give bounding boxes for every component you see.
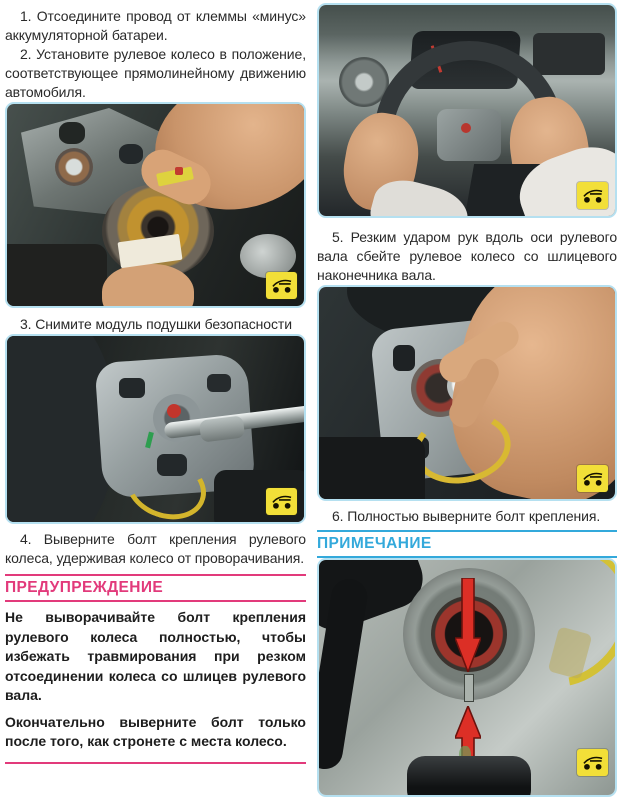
left-column (5, 5, 306, 800)
clockspring-gauge (55, 148, 93, 186)
right-column (317, 5, 617, 800)
publisher-car-icon (577, 749, 608, 776)
connector-red-tip (175, 167, 183, 175)
dashboard-shadow (5, 244, 107, 308)
publisher-car-icon (266, 488, 297, 515)
seat-shadow (317, 437, 425, 501)
bracket-hole (59, 122, 85, 144)
warning-body (5, 608, 306, 764)
warning-paragraph: Окончательно выверните болт только после того, как стронете с места колесо. (5, 713, 306, 749)
step-4: 4. Выверните болт крепления рулевого колеса, удерживая колесо от проворачивания. (5, 531, 306, 566)
hand (102, 264, 194, 308)
step-1: 1. Отсоедините провод от клеммы «минус» аккумуляторной батареи. (5, 8, 306, 43)
step-3: 3. Снимите модуль подушки безопасности (20, 316, 292, 332)
photo-wheel-bolt-tool (5, 334, 306, 524)
warning-title: ПРЕДУПРЕЖДЕНИЕ (5, 574, 306, 602)
step-6: 6. Полностью выверните болт крепления. (332, 508, 601, 524)
rubber-boot (407, 756, 531, 797)
warning-block (5, 574, 306, 764)
photo-shaft-alignment-marks (317, 558, 617, 797)
red-mark (461, 123, 471, 133)
step-2: 2. Установите рулевое колесо в положение, соответствующее прямолинейному движению автомобиля. (5, 46, 306, 100)
note-block (317, 530, 617, 558)
step-5: 5. Резким ударом рук вдоль оси рулевого вала сбейте рулевое колесо со шлицевого наконечника вала. (317, 229, 617, 283)
note-title: ПРИМЕЧАНИЕ (317, 530, 617, 558)
bracket-hole (119, 144, 143, 164)
photo-dashboard-wheel (317, 3, 617, 218)
plate-hole (207, 374, 231, 392)
publisher-car-icon (577, 465, 608, 492)
photo-unscrew-bolt-hand (317, 285, 617, 501)
publisher-car-icon (577, 182, 608, 209)
wheel-hub-plate (437, 109, 501, 161)
red-arrow-down-icon (455, 578, 481, 672)
warning-paragraph: Не выворачивайте болт крепления рулевого колеса полностью, чтобы избежать травмирования при резком отсоединении колеса со шлицев рулевого вала. (5, 609, 306, 703)
plate-hole (119, 378, 145, 398)
alignment-key-mark (464, 674, 474, 702)
center-stack (533, 33, 605, 75)
publisher-car-icon (266, 272, 297, 299)
plate-hole (393, 345, 415, 371)
photo-airbag-connector (5, 102, 306, 308)
